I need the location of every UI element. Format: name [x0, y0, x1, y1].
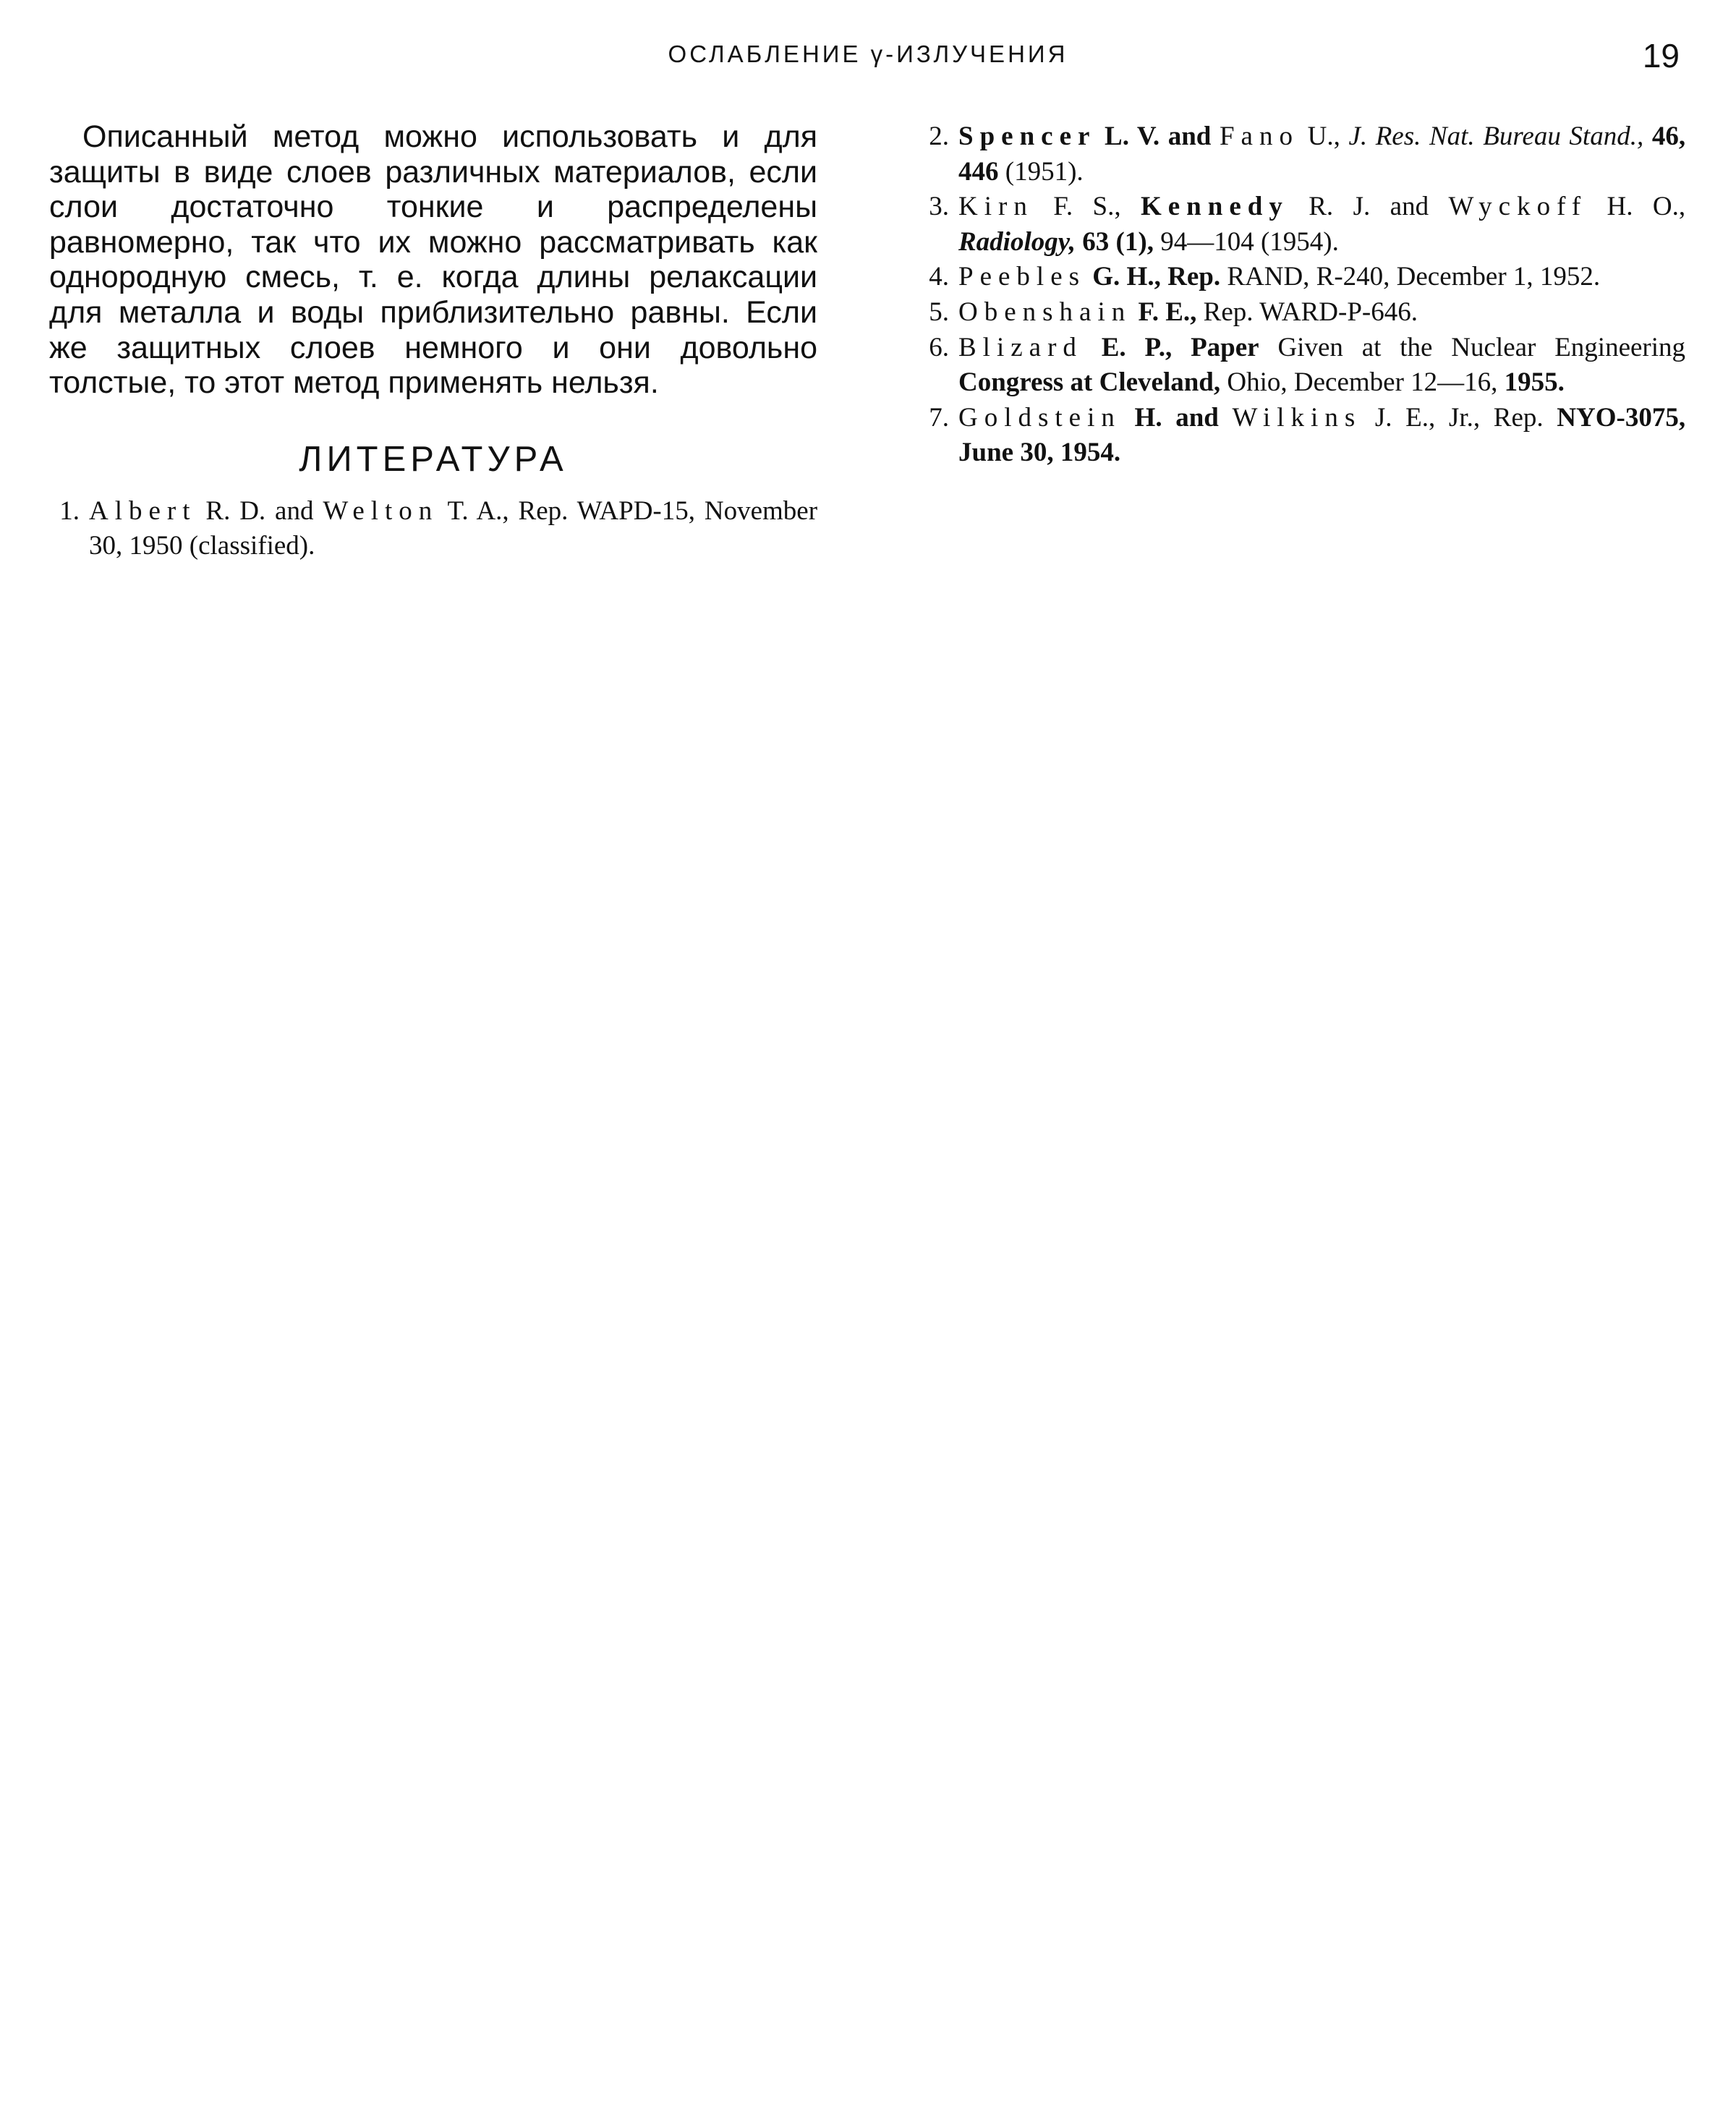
reference-initials: G. H., — [1092, 262, 1161, 292]
reference-and: and — [1167, 122, 1212, 151]
reference-author: Wyckoff — [1448, 192, 1588, 222]
reference-list-left — [49, 494, 817, 564]
reference-number: 6. — [929, 332, 949, 362]
reference-details: Rep. WAPD-15, November 30, 1950 (classified). — [89, 495, 818, 561]
reference-item-1 — [49, 494, 817, 564]
reference-and: and — [275, 495, 314, 526]
reference-and: and — [1175, 402, 1219, 433]
reference-congress: Congress at Cleveland, — [958, 367, 1221, 398]
reference-year: (1951). — [1005, 156, 1084, 187]
reference-item-3 — [919, 190, 1685, 260]
reference-item-5 — [919, 295, 1685, 331]
reference-author: Albert — [89, 495, 197, 526]
reference-details: RAND, R-240, December 1, 1952. — [1227, 262, 1601, 292]
reference-initials: L. V. — [1105, 122, 1160, 151]
reference-author: Wilkins — [1232, 402, 1362, 433]
body-paragraph: Описанный метод можно использовать и для защиты в виде слоев различных материалов, если слои достаточно тонкие и распределены равномерно, так что их можно рассматривать как однородную смесь, т. е. когда длины релаксации для металла и воды приблизительно равны. Если же защитных слоев немного и они довольно толстые, то этот метод применять нельзя. — [49, 119, 817, 401]
reference-number: 5. — [929, 297, 949, 327]
right-column — [919, 119, 1685, 471]
running-title: ОСЛАБЛЕНИЕ γ-ИЗЛУЧЕНИЯ — [668, 41, 1068, 67]
reference-volume: 63 (1), — [1082, 226, 1154, 257]
reference-journal: J. Res. Nat. Bureau Stand., — [1348, 122, 1644, 151]
reference-details: Ohio, December 12—16, — [1227, 367, 1498, 398]
references-heading: ЛИТЕРАТУРА — [299, 439, 568, 479]
reference-item-7 — [919, 401, 1685, 471]
reference-details: NYO-3075, June 30, 1954. — [958, 402, 1686, 468]
reference-number: 1. — [59, 495, 80, 526]
reference-details: Rep. WARD-P-646. — [1203, 297, 1418, 327]
reference-number: 4. — [929, 262, 949, 292]
reference-and: and — [1390, 192, 1429, 222]
page-number: 19 — [1642, 37, 1680, 75]
reference-author: Goldstein — [958, 402, 1121, 433]
reference-author: Kennedy — [1140, 192, 1289, 222]
running-head — [0, 36, 1736, 80]
reference-paper: Paper — [1191, 332, 1259, 362]
reference-initials: U., — [1307, 122, 1340, 151]
reference-author: Spencer — [958, 122, 1097, 151]
reference-author: Obenshain — [958, 297, 1132, 327]
reference-details: Given at the Nuclear Engineering — [1277, 332, 1686, 362]
reference-author: Fano — [1219, 122, 1299, 151]
reference-author: Kirn — [958, 192, 1034, 222]
reference-author: Blizard — [958, 332, 1083, 362]
reference-author: Welton — [323, 495, 439, 526]
reference-initials: H. O., — [1607, 192, 1686, 222]
reference-initials: J. E., Jr., — [1374, 402, 1481, 433]
reference-details: 94—104 (1954). — [1160, 226, 1339, 257]
reference-number: 7. — [929, 402, 949, 433]
reference-initials: F. S., — [1053, 192, 1121, 222]
reference-item-6 — [919, 331, 1685, 401]
reference-year: 1955. — [1504, 367, 1565, 398]
reference-initials: R. J. — [1309, 192, 1371, 222]
reference-volume: 46, 446 — [958, 122, 1686, 187]
reference-number: 3. — [929, 192, 949, 222]
reference-number: 2. — [929, 122, 949, 151]
reference-initials: F. E., — [1138, 297, 1197, 327]
reference-rep: Rep. — [1493, 402, 1544, 433]
reference-item-2 — [919, 119, 1685, 190]
reference-initials: H. — [1134, 402, 1162, 433]
reference-item-4 — [919, 260, 1685, 295]
left-column — [49, 119, 817, 564]
reference-initials: E. P., — [1101, 332, 1173, 362]
reference-rep: Rep. — [1167, 262, 1221, 292]
reference-journal: Radiology, — [958, 226, 1076, 257]
reference-initials: T. A., — [447, 495, 509, 526]
reference-initials: R. D. — [205, 495, 266, 526]
reference-author: Peebles — [958, 262, 1086, 292]
